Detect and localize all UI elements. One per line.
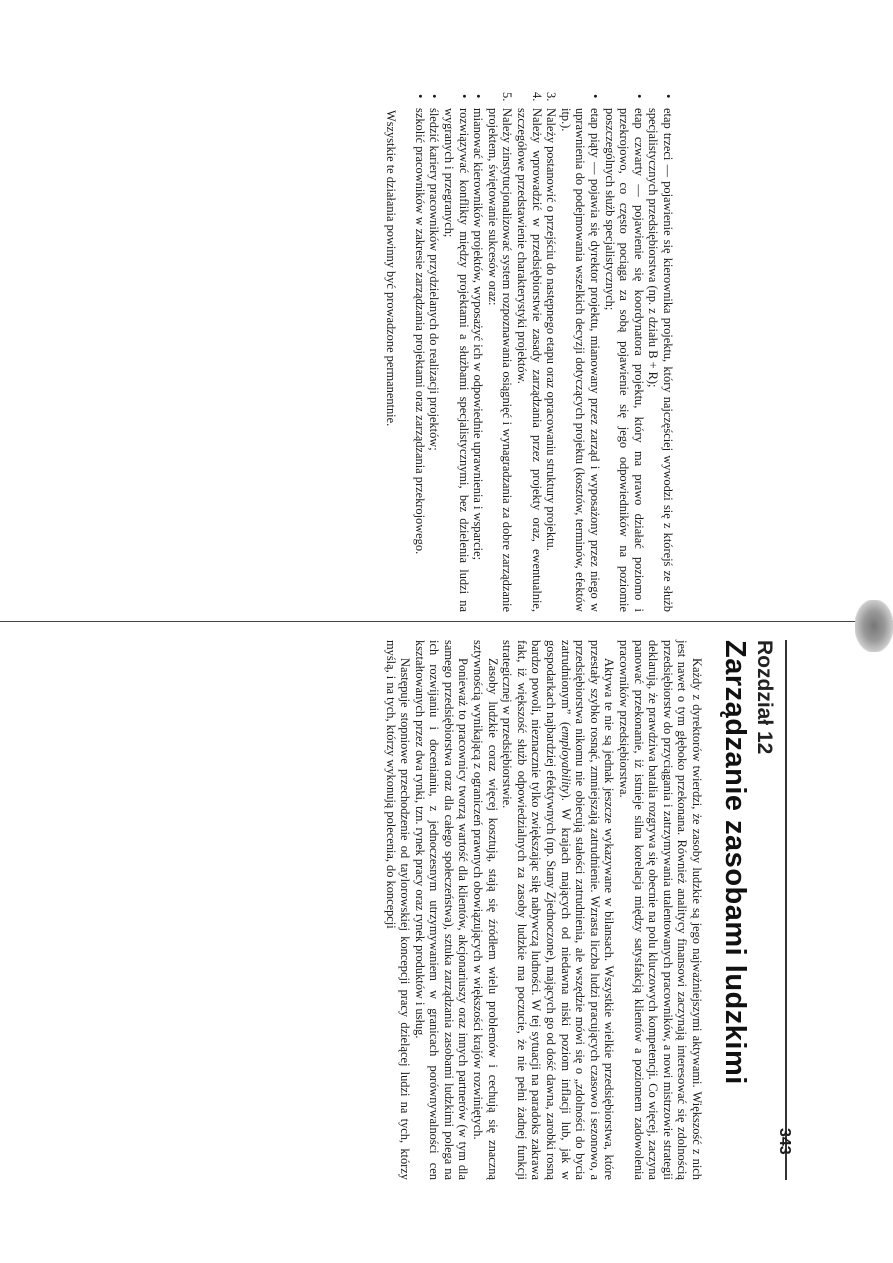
bullet-icon: • [471,94,486,99]
chapter-title: Zarządzanie zasobami ludzkimi [719,640,751,1085]
header-rule [785,640,787,1180]
paragraph: Następuje stopniowe przechodzenie od taylorowskiej koncepcji pracy dzielącej ludzi na tych, którzy myślą, i na tych, którzy wykonują polecenia, do koncepcji [383,640,413,1180]
closing-paragraph: Wszystkie te działania powinny być prowadzone permanentnie. [384,110,399,427]
paragraph: Każdy z dyrektorów twierdzi, że zasoby ludzkie są jego najważniejszymi aktywami. Większość z nich jest nawet o tym głęboko przekonana. Również analitycy finansowi zaczynają interesować się zdolnością przedsiębiorstw do przyciągania i zatrzymywania utalentowanych pracowników, a nowi mistrzowie strategii deklarują, że prawdziwa batalia rozgrywa się obecnie na polu kluczowych kompetencji. Co więcej, zaczyna panować przekonanie, iż istnieje silna korelacja między satysfakcją klientów a poziomem zadowolenia pracowników przedsiębiorstwa. [617,640,704,1180]
stage-list [558,92,675,612]
paragraph: Aktywa te nie są jednak jeszcze wykazywane w bilansach. Wszystkie wielkie przedsiębiorstwa, które przestały szybko rosnąć, zmniejszają zatrudnienie. Wzrasta liczba ludzi pracujących czasowo i sezonowo, a przedsiębiorstwa nikomu nie obiecują stałości zatrudnienia, ale wszędzie mówi się o „zdolności do bycia zatrudnionym” (employability). W krajach mających od niedawna niski poziom inflacji lub, jak w gospodarkach najbardziej efektywnych (np. Stany Zjednoczone), mających go od dość dawna, zarobki rosną bardzo powoli, nieznacznie tylko zwiększając siłę nabywczą ludności. W tej sytuacji na paradoks zakrawa fakt, iż większość służb odpowiedzialnych za zasoby ludzkie ma poczucie, że nie pełni żadnej funkcji strategicznej w przedsiębiorstwie. [500,640,617,1180]
bullet-icon: • [412,94,427,99]
spine-shadow [855,600,893,652]
list-item: • etap czwarty — pojawienie się koordynatora projektu, który ma prawo działać poziomo i przekrojowo, co często pociąga za sobą pojawienie się jego odpowiedników na poziomie poszczególnych służb specjalistycznych; [602,94,646,612]
bullet-icon: • [588,94,603,99]
page-number: 343 [776,1128,793,1155]
bullet-icon: • [456,94,471,99]
list-item: • rozwiązywać konflikty między projektami a służbami specjalistycznymi, bez dzielenia ludzi na wygranych i przegranych; [442,94,471,612]
bullet-icon: • [661,94,675,99]
paragraph: Zasoby ludzkie coraz więcej kosztują, stają się źródłem wielu problemów i cechują się znaczną sztywnością wynikającą z ograniczeń prawnych obowiązujących w większości krajów rozwiniętych. [471,640,500,1180]
numbered-item: 4. Należy wprowadzić w przedsiębiorstwie zasady zarządzania przez projekty oraz, ewentualnie, szczegółowe przedstawienie charakterystyki projektów. [515,92,544,612]
right-page [383,640,790,1180]
list-item: • śledzić kariery pracowników przydzielanych do realizacji projektów; [427,94,442,451]
action-list [412,92,485,612]
list-item: • mianować kierowników projektów, wyposażyć ich w odpowiednie uprawnienia i wsparcie; [471,94,486,561]
paragraph: Ponieważ to pracownicy tworzą wartość dla klientów, akcjonariuszy oraz innych partnerów (w tym dla samego przedsiębiorstwa oraz dla całego społeczeństwa), sztuka zarządzania zasobami ludzkimi polega na ich rozwijaniu i docenianiu, z jednoczesnym utrzymywaniem w granicach porównywalności cen kształtowanych przez dwa rynki, tzn. rynek pracy oraz rynek produktów i usług. [412,640,471,1180]
chapter-label: Rozdział 12 [753,640,776,755]
bullet-icon: • [631,94,646,99]
bullet-icon: • [427,94,442,99]
left-page [384,92,675,612]
list-item: • szkolić pracowników w zakresie zarządzania projektami oraz zarządzania przekrojowego. [412,94,427,555]
list-item: • etap trzeci — pojawienie się kierownika projektu, który najczęściej wywodzi się z którejś ze służb specjalistycznych przedsiębiorstwa (np. z działu B + R); [646,94,675,612]
numbered-item: 3. Należy postanowić o przejściu do następnego etapu oraz opracowaniu struktury projektu. [544,92,559,551]
page-divider [0,621,893,622]
numbered-item: 5. Należy zinstytucjonalizować system rozpoznawania osiągnięć i wynagradzania za dobre zarządzanie projektem, świętowanie sukcesów oraz: [485,92,515,612]
list-item: • etap piąty — pojawia się dyrektor projektu, mianowany przez zarząd i wyposażony przez niego w uprawnienia do podejmowania wszelkich decyzji dotyczących projektu (kosztów, terminów, efektów itp.). [558,94,603,612]
